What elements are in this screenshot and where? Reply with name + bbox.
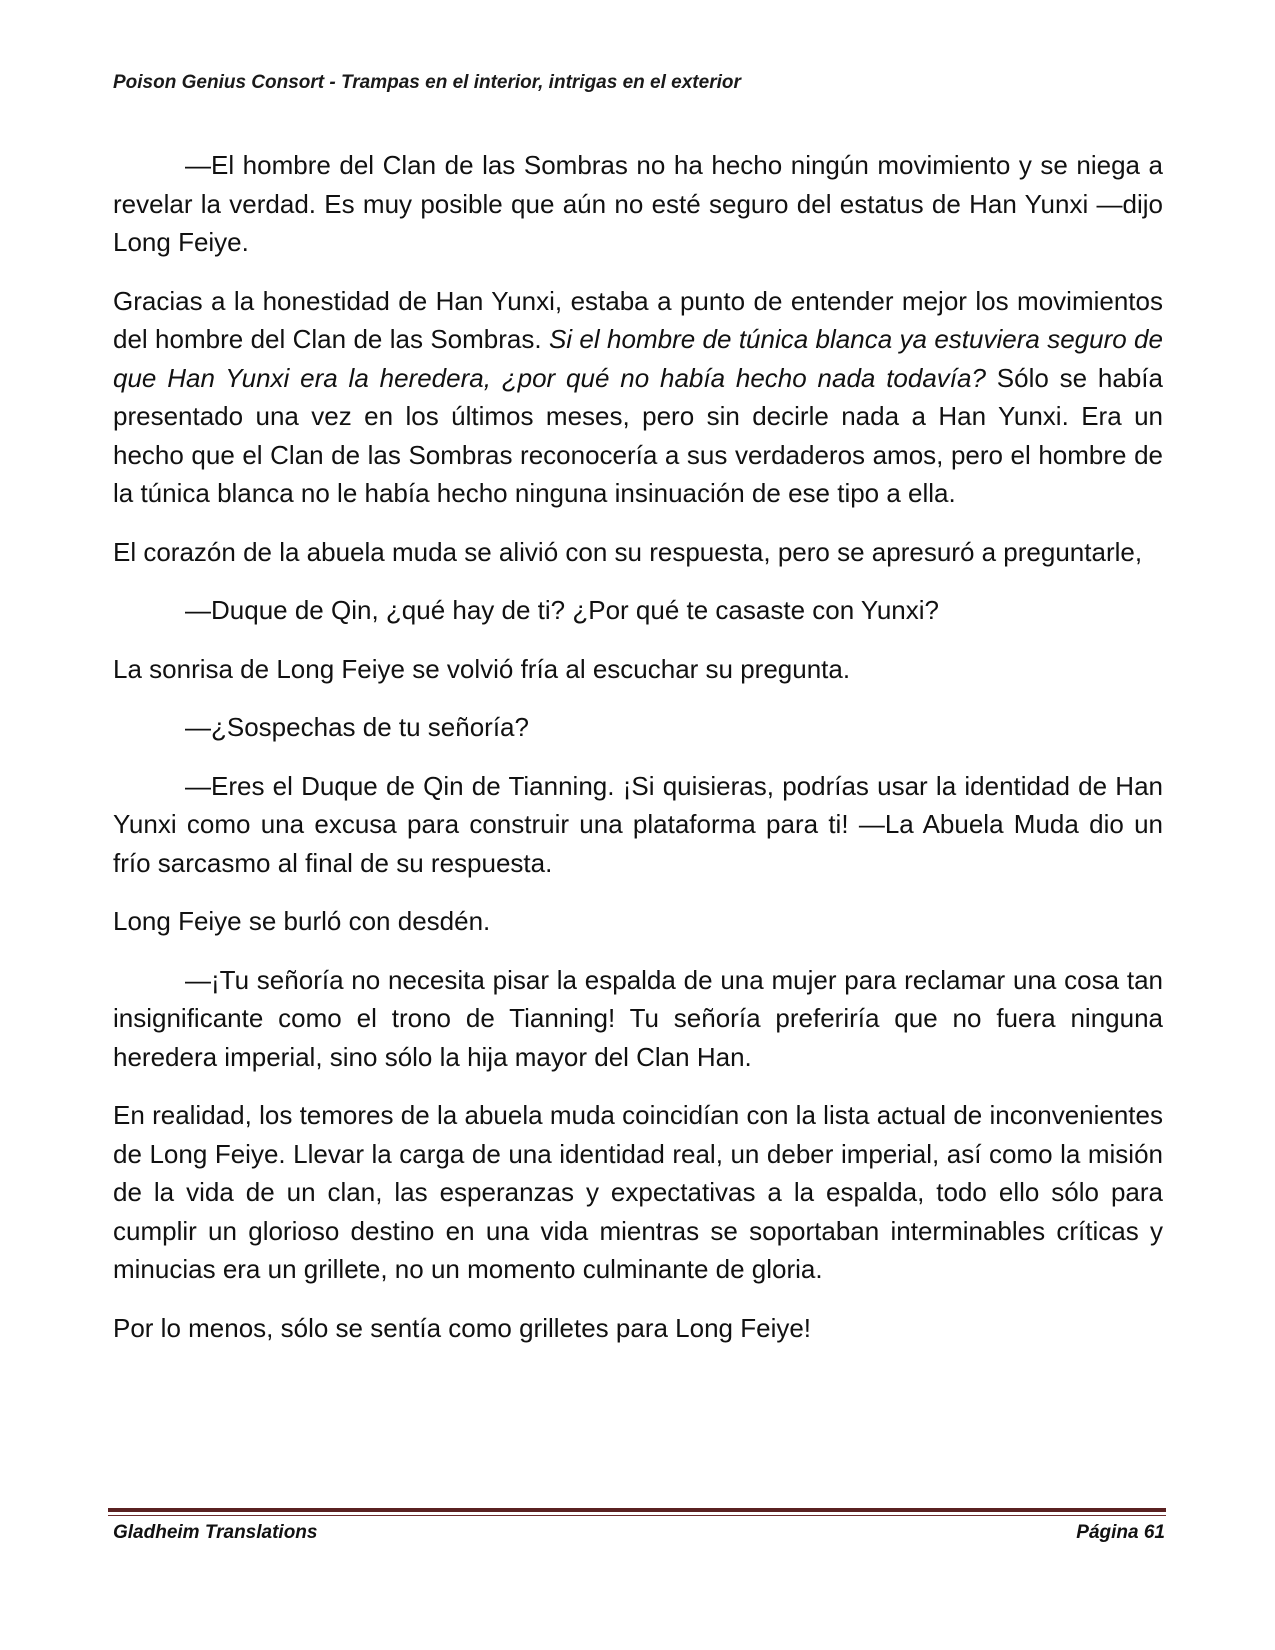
paragraph-11: Por lo menos, sólo se sentía como grilletes para Long Feiye!	[113, 1312, 812, 1343]
paragraph-8: Long Feiye se burló con desdén.	[113, 906, 491, 936]
paragraph-9: —¡Tu señoría no necesita pisar la espalda de una mujer para reclamar una cosa tan insignificante como el trono de Tianning! Tu señoría preferiría que no fuera ninguna heredera imperial, sino sólo la hija mayor del Clan Han.	[113, 964, 1163, 1072]
paragraph-10: En realidad, los temores de la abuela muda coincidían con la lista actual de inconvenientes de Long Feiye. Llevar la carga de una identidad real, un deber imperial, así como la misión de la vida de un clan, las esperanzas y expectativas a la espalda, todo ello sólo para cumplir un glorioso destino en una vida mientras se soportaban interminables críticas y minucias era un grillete, no un momento culminante de gloria.	[113, 1100, 1163, 1284]
paragraph-2-text-c: Sólo se había presentado una vez en los últimos meses, pero sin decirle nada a Han Yunxi. Era un hecho que el Clan de las Sombras reconocería a sus verdaderos amos, pero el hombre de la túnica blanca no le había hecho ninguna insinuación de ese tipo a ella.	[113, 362, 1163, 508]
paragraph-2-text-a: Gracias a la honestidad de Han Yunxi, estaba a punto de entender mejor los movimientos del hombre del Clan de las Sombras.	[113, 285, 1163, 354]
footer-divider-thick	[108, 1508, 1166, 1512]
paragraph-3: El corazón de la abuela muda se alivió con su respuesta, pero se apresuró a preguntarle,	[113, 536, 1143, 567]
page-header-title: Poison Genius Consort - Trampas en el interior, intrigas en el exterior	[113, 72, 741, 93]
paragraph-1: —El hombre del Clan de las Sombras no ha hecho ningún movimiento y se niega a revelar la verdad. Es muy posible que aún no esté seguro del estatus de Han Yunxi —dijo Long Feiye.	[113, 150, 1163, 257]
page-body	[113, 146, 1163, 1367]
paragraph-2-italic-thought: Si el hombre de túnica blanca ya estuviera seguro de que Han Yunxi era la heredera, ¿por qué no había hecho nada todavía?	[113, 324, 1163, 393]
paragraph-7: —Eres el Duque de Qin de Tianning. ¡Si quisieras, podrías usar la identidad de Han Yunxi como una excusa para construir una plataforma para ti! —La Abuela Muda dio un frío sarcasmo al final de su respuesta.	[113, 770, 1163, 878]
paragraph-2	[113, 282, 1163, 513]
footer-publisher: Gladheim Translations	[113, 1522, 318, 1543]
paragraph-6: —¿Sospechas de tu señoría?	[185, 712, 529, 742]
footer-page-number: Página 61	[1076, 1522, 1165, 1543]
footer-divider-thin	[108, 1515, 1166, 1516]
paragraph-5: La sonrisa de Long Feiye se volvió fría al escuchar su pregunta.	[113, 653, 851, 684]
paragraph-4: —Duque de Qin, ¿qué hay de ti? ¿Por qué te casaste con Yunxi?	[185, 595, 939, 625]
